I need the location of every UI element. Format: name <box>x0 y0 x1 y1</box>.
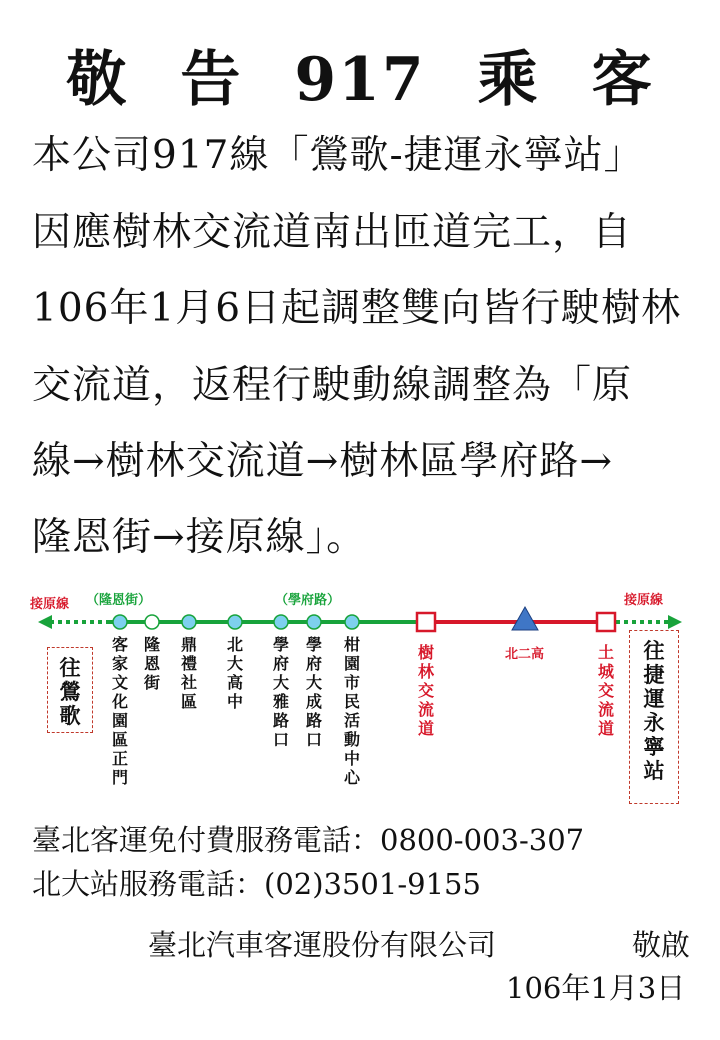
route-diagram <box>0 585 720 815</box>
body-line-5: 線→樹林交流道→樹林區學府路→ <box>32 439 614 484</box>
longen-st-group-label: （隆恩街） <box>86 593 152 608</box>
stop-circle-hakka-park <box>113 615 127 629</box>
stop-circle-longen-st <box>145 615 159 629</box>
title-char: 告 <box>180 45 243 115</box>
body-line-4: 交流道，返程行駛動線調整為「原 <box>32 363 633 408</box>
left-destination-box: 往鶯歌 <box>47 647 93 733</box>
stop-circle-ganyuan <box>345 615 359 629</box>
interchange-square-tucheng <box>597 613 615 631</box>
respect-closing: 敬啟 <box>632 928 691 962</box>
highway-label: 北二高 <box>505 647 545 662</box>
stop-label: 學府大雅路口 <box>272 635 289 749</box>
body-line-6: 隆恩街→接原線」。 <box>32 515 367 560</box>
title-char: 乘 <box>477 45 540 115</box>
right-destination-box: 往捷運永寧站 <box>629 630 679 804</box>
hotline-text: 臺北客運免付費服務電話：0800-003-307 <box>32 823 585 857</box>
stop-label: 隆恩街 <box>143 635 160 692</box>
highway-triangle-icon <box>512 607 538 630</box>
stop-label: 柑園市民活動中心 <box>343 635 360 787</box>
xuefu-rd-group-label: （學府路） <box>275 593 341 608</box>
stop-circle-xuefu-daya <box>274 615 288 629</box>
notice-title <box>0 40 720 120</box>
body-line-3: 106年1月6日起調整雙向皆行駛樹林 <box>32 286 682 331</box>
stop-label: 北大高中 <box>226 635 243 711</box>
body-line-1: 本公司917線「鶯歌-捷運永寧站」 <box>32 133 644 178</box>
station-phone-text: 北大站服務電話：(02)3501-9155 <box>32 867 481 901</box>
body-line-2: 因應樹林交流道南出匝道完工，自 <box>32 210 633 255</box>
interchange-label: 土城交流道 <box>597 643 614 738</box>
interchange-square-shulin <box>417 613 435 631</box>
stop-label: 鼎禮社區 <box>180 635 197 711</box>
company-name: 臺北汽車客運股份有限公司 <box>148 928 497 962</box>
stop-label: 學府大成路口 <box>305 635 322 749</box>
title-route-number: 917 <box>294 45 426 115</box>
title-char: 敬 <box>66 45 129 115</box>
notice-date: 106年1月3日 <box>506 971 686 1005</box>
right-arrow-icon <box>668 615 682 629</box>
title-char: 客 <box>591 45 654 115</box>
interchange-label: 樹林交流道 <box>417 643 434 738</box>
left-connection-label: 接原線 <box>30 597 70 612</box>
left-arrow-icon <box>38 615 52 629</box>
stop-label: 客家文化園區正門 <box>111 635 128 787</box>
right-connection-label: 接原線 <box>624 593 664 608</box>
stop-circle-beida-hs <box>228 615 242 629</box>
stop-circle-dingli <box>182 615 196 629</box>
stop-circle-xuefu-dacheng <box>307 615 321 629</box>
